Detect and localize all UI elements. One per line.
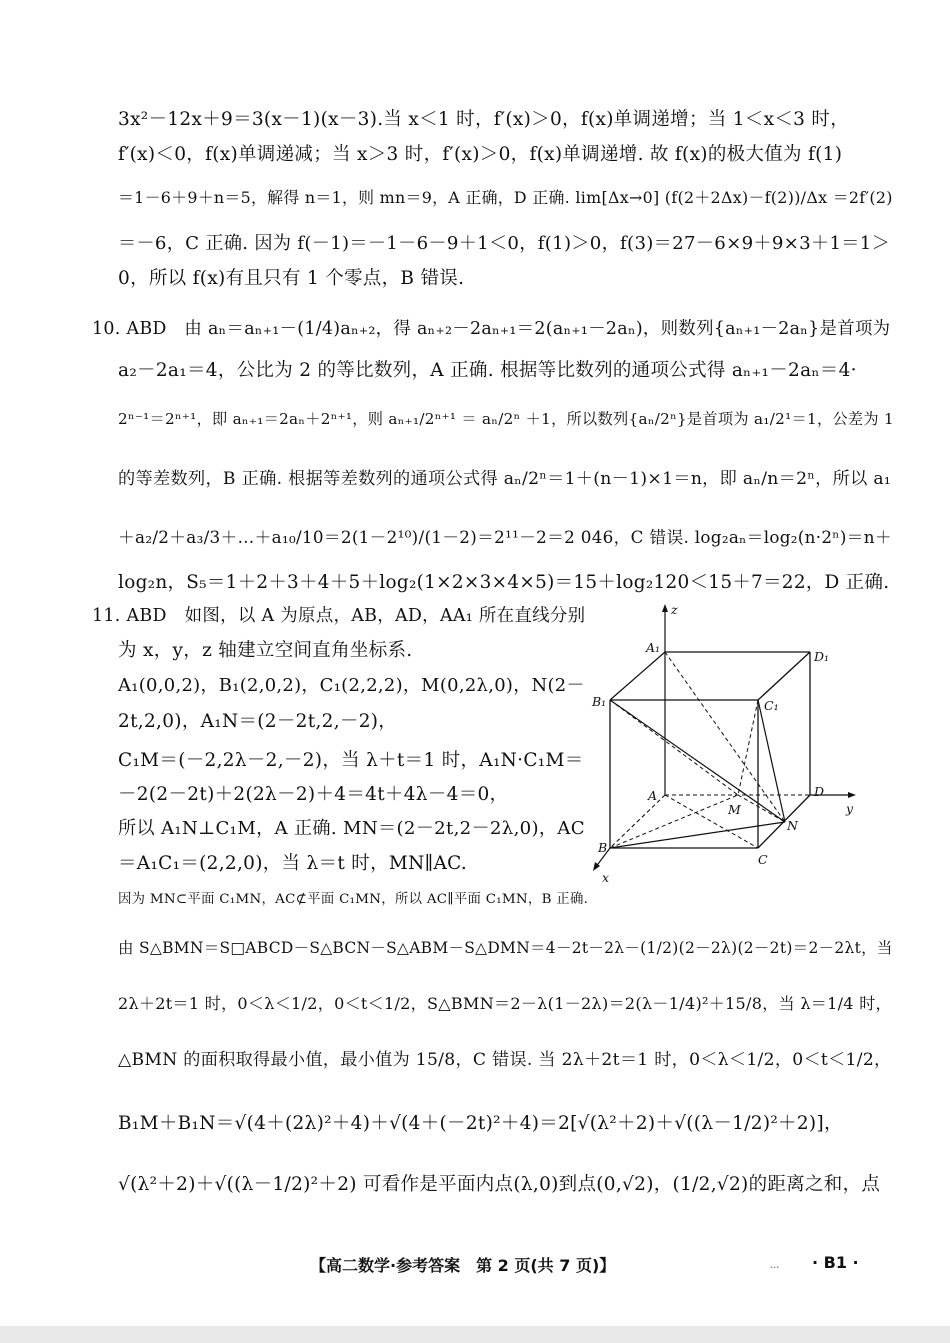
- text-line-1: 3x²－12x＋9＝3(x－1)(x－3).当 x＜1 时，f′(x)＞0，f(x)单调递增；当 1＜x＜3 时，: [118, 109, 849, 130]
- label-z: z: [671, 602, 678, 617]
- label-m: M: [728, 802, 741, 817]
- label-a: A: [648, 788, 658, 803]
- problem-11-line-3: A₁(0,0,2)，B₁(2,0,2)，C₁(2,2,2)，M(0,2λ,0)，N(2－: [118, 675, 585, 696]
- segment-b1-n: [610, 700, 785, 822]
- problem-10-line-4: 的等差数列，B 正确. 根据等差数列的通项公式得 aₙ/2ⁿ＝1＋(n－1)×1＝n，即 aₙ/n＝2ⁿ，所以 a₁: [118, 469, 892, 489]
- text-line-2: f′(x)＜0，f(x)单调递减；当 x＞3 时，f′(x)＞0，f(x)单调递增. 故 f(x)的极大值为 f(1): [118, 144, 843, 165]
- problem-10-line-3: 2ⁿ⁻¹＝2ⁿ⁺¹，即 aₙ₊₁＝2aₙ＋2ⁿ⁺¹，则 aₙ₊₁/2ⁿ⁺¹ ＝ aₙ/2ⁿ ＋1，所以数列{aₙ/2ⁿ}是首项为 a₁/2¹＝1，公差为 1: [118, 410, 894, 428]
- bottom-edge-strip: [0, 1326, 950, 1343]
- label-a1: A₁: [646, 640, 661, 655]
- problem-11-line-12: △BMN 的面积取得最小值，最小值为 15/8，C 错误. 当 2λ＋2t＝1 时，0＜λ＜1/2，0＜t＜1/2，: [118, 1050, 892, 1070]
- segment-a-c: [665, 795, 758, 848]
- edge-a1-b1: [610, 652, 665, 700]
- footer-dots: ...: [770, 1261, 780, 1270]
- problem-11-line-11: 2λ＋2t＝1 时，0＜λ＜1/2，0＜t＜1/2，S△BMN＝2－λ(1－2λ)＝2(λ－1/4)²＋15/8，当 λ＝1/4 时，: [118, 994, 892, 1013]
- problem-10-line-1: 10. ABD 由 aₙ＝aₙ₊₁－(1/4)aₙ₊₂，得 aₙ₊₂－2aₙ₊₁＝2(aₙ₊₁－2aₙ)，则数列{aₙ₊₁－2aₙ}是首项为: [92, 319, 891, 339]
- problem-11-line-1: 11. ABD 如图，以 A 为原点，AB，AD，AA₁ 所在直线分别: [92, 606, 586, 626]
- problem-11-line-9: 因为 MN⊂平面 C₁MN，AC⊄平面 C₁MN，所以 AC∥平面 C₁MN，B 正确.: [118, 892, 589, 907]
- problem-10-line-5: ＋a₂/2＋a₃/3＋…＋a₁₀/10＝2(1－2¹⁰)/(1－2)＝2¹¹－2＝2 046，C 错误. log₂aₙ＝log₂(n·2ⁿ)＝n＋: [118, 527, 892, 547]
- label-c1: C₁: [764, 698, 779, 713]
- problem-10-line-2: a₂－2a₁＝4，公比为 2 的等比数列，A 正确. 根据等比数列的通项公式得 aₙ₊₁－2aₙ＝4·: [118, 360, 857, 381]
- problem-11-line-2: 为 x，y，z 轴建立空间直角坐标系.: [118, 640, 413, 661]
- segment-m-n: [738, 795, 785, 822]
- label-n: N: [787, 818, 798, 833]
- problem-11-line-4: 2t,2,0)，A₁N＝(2－2t,2,－2)，: [118, 711, 398, 732]
- label-d: D: [814, 784, 825, 799]
- label-b: B: [598, 840, 608, 855]
- problem-11-line-14: √(λ²＋2)＋√((λ－1/2)²＋2) 可看作是平面内点(λ,0)到点(0,√2)，(1/2,√2)的距离之和，点: [118, 1174, 881, 1195]
- label-x: x: [602, 870, 610, 885]
- footer-title: 【高二数学·参考答案 第 2 页(共 7 页)】: [310, 1256, 616, 1275]
- problem-11-line-13: B₁M＋B₁N＝√(4＋(2λ)²＋4)＋√(4＋(－2t)²＋4)＝2[√(λ²＋2)＋√((λ－1/2)²＋2)]，: [118, 1113, 843, 1134]
- segment-b1-m: [610, 700, 738, 795]
- edge-d1-c1: [758, 652, 810, 700]
- problem-11-line-5: C₁M＝(－2,2λ－2,－2)，当 λ＋t＝1 时，A₁N·C₁M＝: [118, 750, 584, 771]
- label-d1: D₁: [814, 649, 830, 664]
- problem-11-line-7: 所以 A₁N⊥C₁M，A 正确. MN＝(2－2t,2－2λ,0)，AC: [118, 818, 585, 839]
- text-line-5: 0，所以 f(x)有且只有 1 个零点，B 错误.: [118, 268, 465, 289]
- footer-code: · B1 ·: [812, 1253, 859, 1272]
- cube-figure: [590, 600, 875, 885]
- segment-a1-n: [665, 652, 785, 822]
- page-footer: [0, 1253, 950, 1277]
- label-y: y: [846, 801, 854, 816]
- segment-c1-m: [738, 700, 758, 795]
- label-c: C: [758, 852, 768, 867]
- problem-11-line-6: －2(2－2t)＋2(2λ－2)＋4＝4t＋4λ－4＝0，: [118, 784, 509, 805]
- z-axis-arrow: [662, 604, 668, 612]
- cube-diagram: [590, 600, 875, 885]
- text-line-4: ＝－6，C 正确. 因为 f(－1)＝－1－6－9＋1＜0，f(1)＞0，f(3)＝27－6×9＋9×3＋1＝1＞: [118, 233, 891, 254]
- segment-b-n: [610, 822, 785, 848]
- text-line-3: ＝1－6＋9＋n＝5，解得 n＝1，则 mn＝9，A 正确，D 正确. lim[Δx→0] (f(2＋2Δx)－f(2))/Δx ＝2f′(2): [118, 188, 893, 207]
- problem-11-line-8: ＝A₁C₁＝(2,2,0)，当 λ＝t 时，MN∥AC.: [118, 853, 468, 874]
- segment-b-m: [610, 795, 738, 848]
- problem-10-line-6: log₂n，S₅＝1＋2＋3＋4＋5＋log₂(1×2×3×4×5)＝15＋log₂120＜15＋7＝22，D 正确.: [118, 572, 890, 593]
- problem-11-line-10: 由 S△BMN＝S□ABCD－S△BCN－S△ABM－S△DMN＝4－2t－2λ－(1/2)(2－2λ)(2－2t)＝2－2λt，当: [118, 939, 893, 957]
- label-b1: B₁: [592, 694, 607, 709]
- y-axis-arrow: [848, 792, 856, 798]
